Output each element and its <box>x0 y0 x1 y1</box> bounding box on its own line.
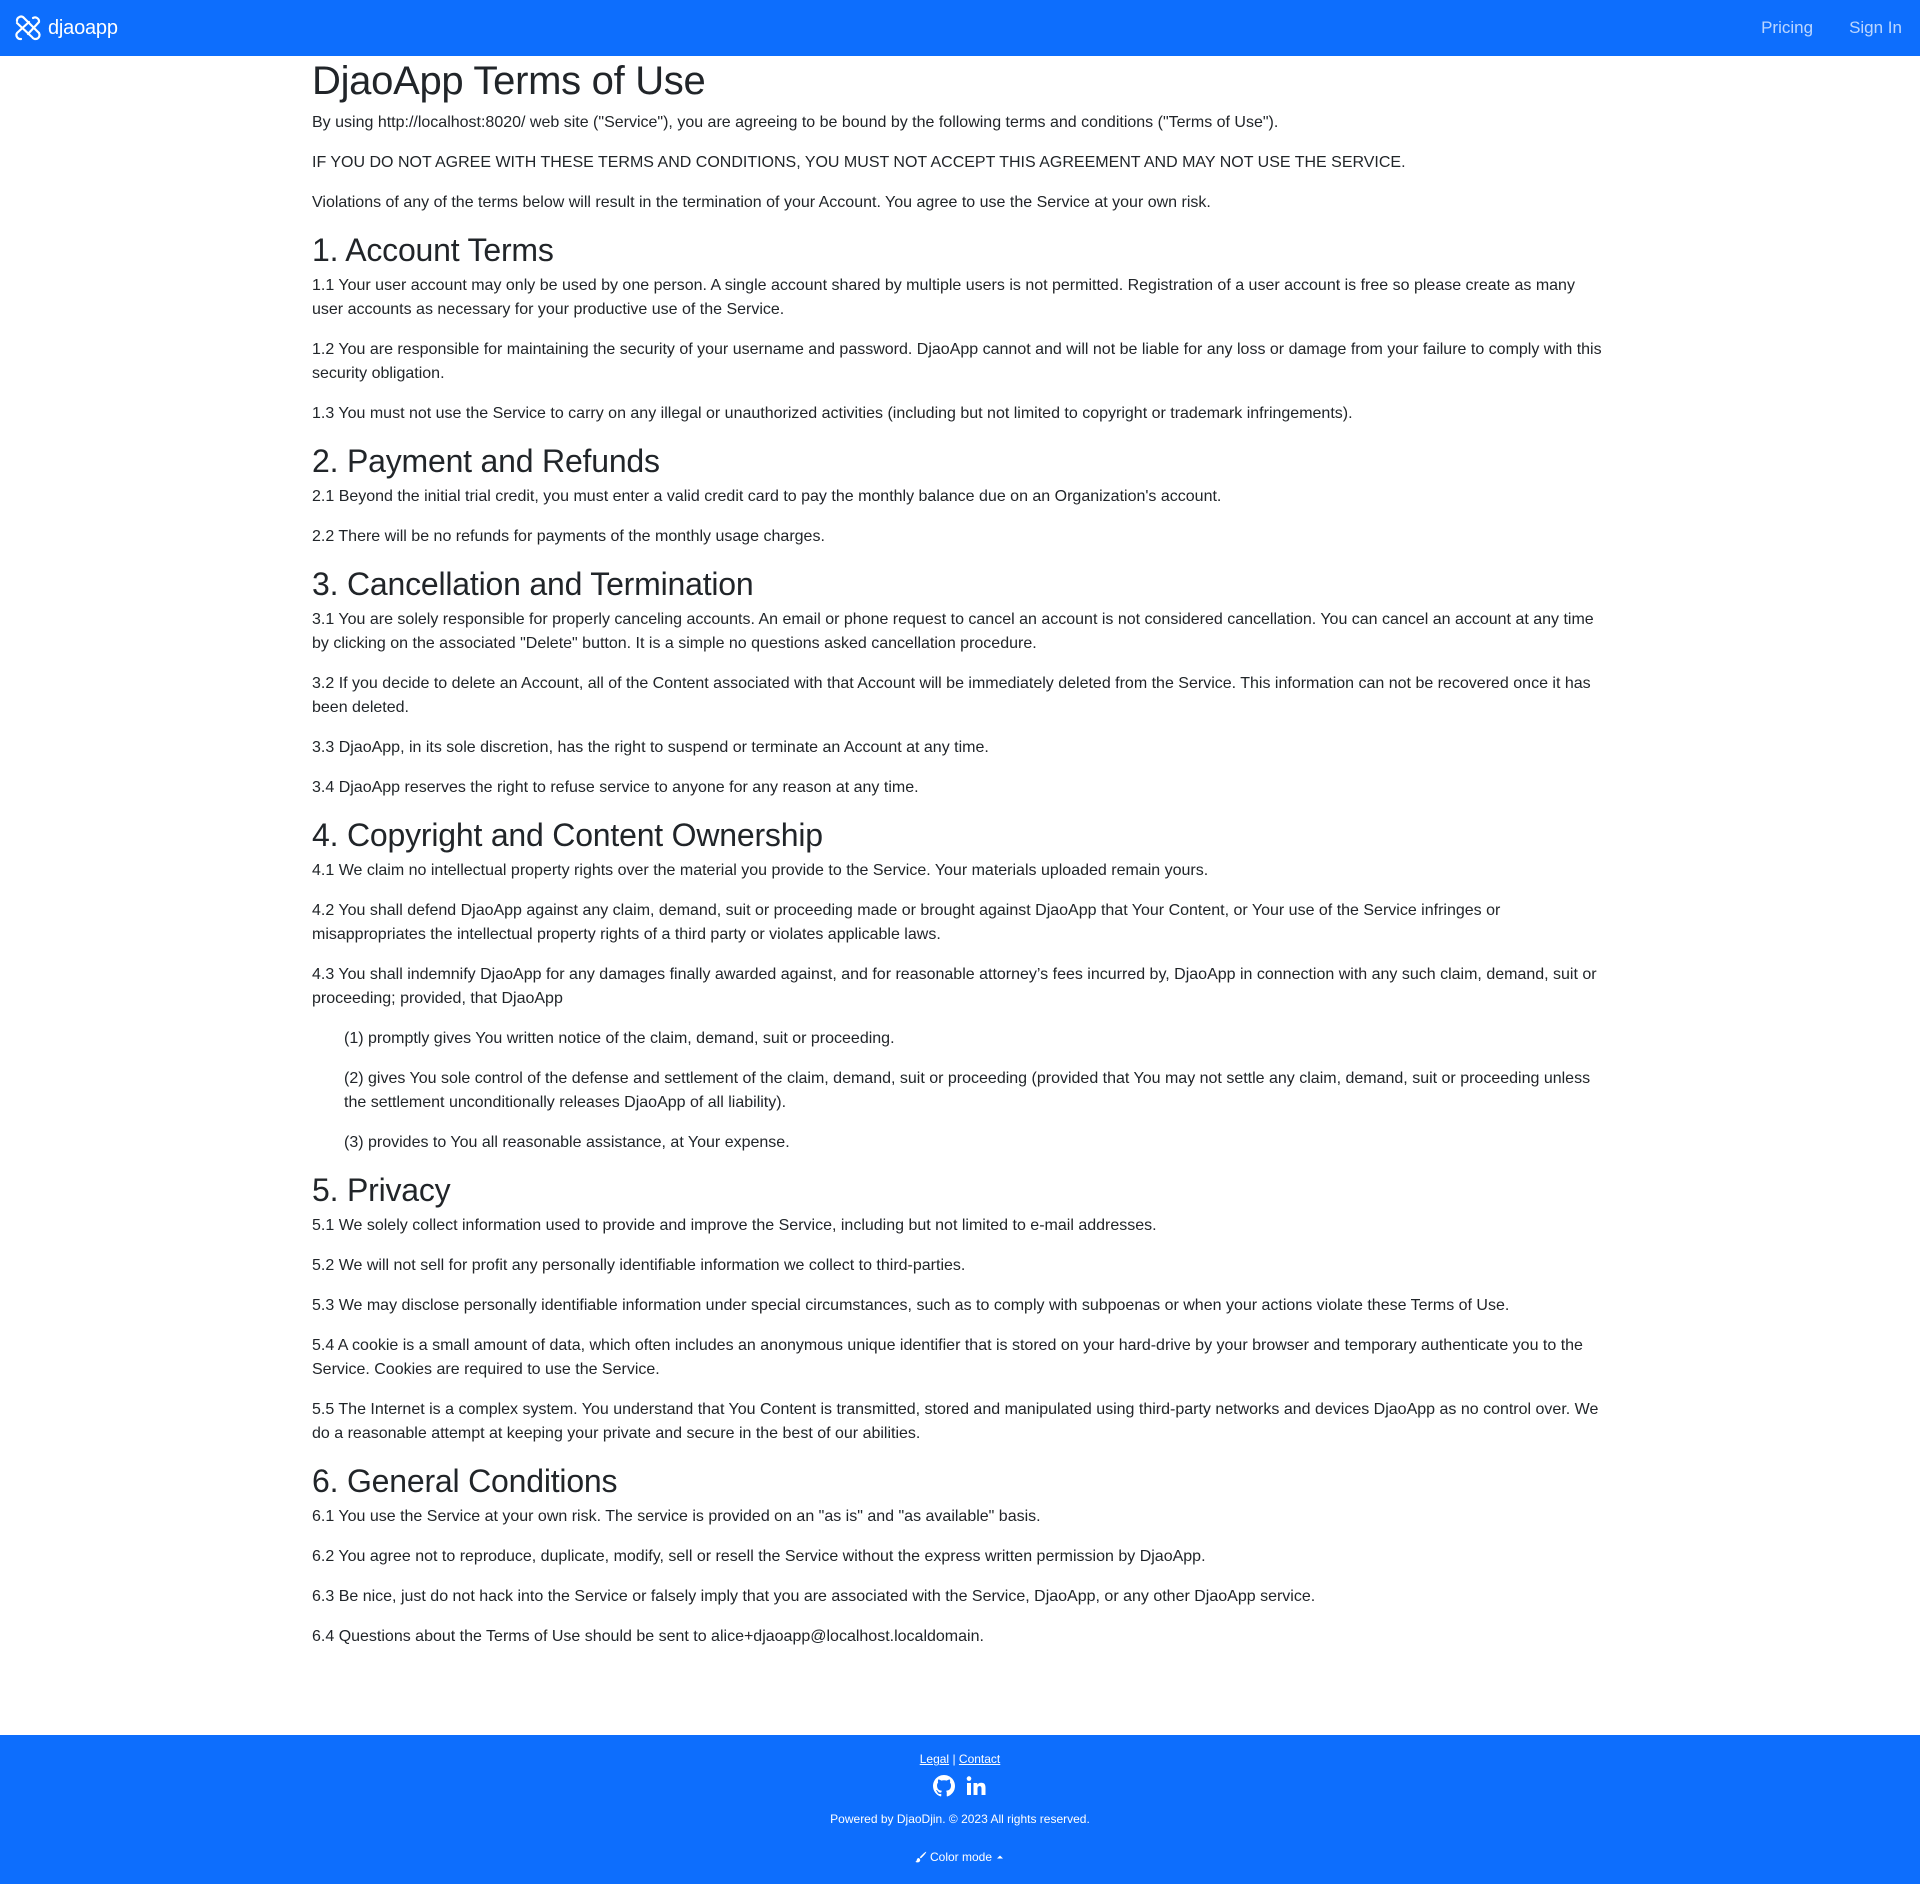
section-subparagraph: (2) gives You sole control of the defense and settlement of the claim, demand, suit or proceeding (provided that You may not settle any claim, demand, suit or proceeding unless the settlement unconditionally releases DjaoApp of all liability). <box>344 1070 1591 1111</box>
section-paragraph: 3.1 You are solely responsible for properly canceling accounts. An email or phone request to cancel an account is not considered cancellation. You can cancel an account at any time by clicking on the associated "Delete" button. It is a simple no questions asked cancellation procedure. <box>312 611 1594 652</box>
section-paragraph: 4.1 We claim no intellectual property rights over the material you provide to the Service. Your materials uploaded remain yours. <box>312 862 1209 879</box>
section-heading-cancellation: 3. Cancellation and Termination <box>312 566 754 602</box>
brand-link[interactable] <box>12 12 118 44</box>
pricing-link[interactable]: Pricing <box>1761 18 1814 37</box>
intro-paragraph: By using http://localhost:8020/ web site ("Service"), you are agreeing to be bound by the following terms and conditions ("Terms of Use"). <box>312 114 1279 131</box>
contact-link[interactable]: Contact <box>958 1752 1001 1766</box>
footer-links <box>0 1750 1920 1768</box>
section-subparagraph: (1) promptly gives You written notice of the claim, demand, suit or proceeding. <box>344 1030 895 1047</box>
intro-paragraph: IF YOU DO NOT AGREE WITH THESE TERMS AND CONDITIONS, YOU MUST NOT ACCEPT THIS AGREEMENT AND MAY NOT USE THE SERVICE. <box>312 154 1406 171</box>
section-paragraph: 3.4 DjaoApp reserves the right to refuse service to anyone for any reason at any time. <box>312 779 919 796</box>
section-paragraph: 5.2 We will not sell for profit any personally identifiable information we collect to third-parties. <box>312 1257 966 1274</box>
github-link[interactable] <box>933 1775 955 1797</box>
section-heading-account-terms: 1. Account Terms <box>312 232 554 268</box>
github-icon <box>933 1775 955 1797</box>
section-paragraph: 2.2 There will be no refunds for payments of the monthly usage charges. <box>312 528 825 545</box>
section-paragraph: 6.2 You agree not to reproduce, duplicate, modify, sell or resell the Service without the express written permission by DjaoApp. <box>312 1548 1206 1565</box>
social-icons <box>0 1775 1920 1797</box>
footer-link-separator: | <box>952 1752 956 1766</box>
section-subparagraph: (3) provides to You all reasonable assistance, at Your expense. <box>344 1134 790 1151</box>
navbar <box>0 0 1920 56</box>
section-paragraph: 1.2 You are responsible for maintaining the security of your username and password. DjaoApp cannot and will not be liable for any loss or damage from your failure to comply with this security obligation. <box>312 341 1602 382</box>
linkedin-icon <box>965 1775 987 1797</box>
section-heading-privacy: 5. Privacy <box>312 1172 451 1208</box>
section-paragraph: 6.3 Be nice, just do not hack into the Service or falsely imply that you are associated with the Service, DjaoApp, or any other DjaoApp service. <box>312 1588 1316 1605</box>
terms-content <box>312 56 1608 1665</box>
linkedin-link[interactable] <box>965 1775 987 1797</box>
section-paragraph: 6.4 Questions about the Terms of Use should be sent to alice+djaoapp@localhost.localdomain. <box>312 1628 984 1645</box>
brand-name: djaoapp <box>48 16 118 39</box>
footer <box>0 1735 1920 1884</box>
legal-link[interactable]: Legal <box>919 1752 950 1766</box>
section-paragraph: 6.1 You use the Service at your own risk. The service is provided on an "as is" and "as available" basis. <box>312 1508 1041 1525</box>
section-heading-copyright: 4. Copyright and Content Ownership <box>312 817 823 853</box>
section-paragraph: 5.5 The Internet is a complex system. You understand that You Content is transmitted, stored and manipulated using third-party networks and devices DjaoApp as no control over. We do a reasonable attempt at keeping your private and secure in the best of our abilities. <box>312 1401 1599 1442</box>
nav-links <box>1761 18 1908 38</box>
page-title: DjaoApp Terms of Use <box>312 59 706 103</box>
color-mode-label: Color mode <box>929 1850 993 1864</box>
section-paragraph: 3.2 If you decide to delete an Account, all of the Content associated with that Account will be immediately deleted from the Service. This information can not be recovered once it has been deleted. <box>312 675 1591 716</box>
section-heading-payment-refunds: 2. Payment and Refunds <box>312 443 660 479</box>
color-mode-toggle[interactable] <box>0 1848 1920 1866</box>
sign-in-link[interactable]: Sign In <box>1849 18 1902 37</box>
paint-brush-icon <box>915 1851 927 1863</box>
section-paragraph: 5.4 A cookie is a small amount of data, which often includes an anonymous unique identifier that is stored on your hard-drive by your browser and temporary authenticate you to the Service. Cookies are required to use the Service. <box>312 1337 1583 1378</box>
intro-paragraph: Violations of any of the terms below will result in the termination of your Account. You agree to use the Service at your own risk. <box>312 194 1211 211</box>
section-paragraph: 4.3 You shall indemnify DjaoApp for any damages finally awarded against, and for reasonable attorney’s fees incurred by, DjaoApp in connection with any such claim, demand, suit or proceeding; provided, that DjaoApp <box>312 966 1597 1007</box>
section-heading-general-conditions: 6. General Conditions <box>312 1463 618 1499</box>
section-paragraph: 1.3 You must not use the Service to carry on any illegal or unauthorized activities (including but not limited to copyright or trademark infringements). <box>312 405 1353 422</box>
section-paragraph: 5.1 We solely collect information used to provide and improve the Service, including but not limited to e-mail addresses. <box>312 1217 1157 1234</box>
section-paragraph: 2.1 Beyond the initial trial credit, you must enter a valid credit card to pay the monthly balance due on an Organization's account. <box>312 488 1222 505</box>
caret-up-icon <box>995 1852 1005 1862</box>
section-paragraph: 4.2 You shall defend DjaoApp against any claim, demand, suit or proceeding made or brought against DjaoApp that Your Content, or Your use of the Service infringes or misappropriates the intellectual property rights of a third party or violates applicable laws. <box>312 902 1501 943</box>
section-paragraph: 3.3 DjaoApp, in its sole discretion, has the right to suspend or terminate an Account at any time. <box>312 739 989 756</box>
copyright-text: Powered by DjaoDjin. © 2023 All rights reserved. <box>830 1812 1090 1826</box>
djaoapp-logo-icon <box>12 12 44 44</box>
section-paragraph: 1.1 Your user account may only be used by one person. A single account shared by multiple users is not permitted. Registration of a user account is free so please create as many user accounts as necessary for your productive use of the Service. <box>312 277 1575 318</box>
section-paragraph: 5.3 We may disclose personally identifiable information under special circumstances, such as to comply with subpoenas or when your actions violate these Terms of Use. <box>312 1297 1510 1314</box>
